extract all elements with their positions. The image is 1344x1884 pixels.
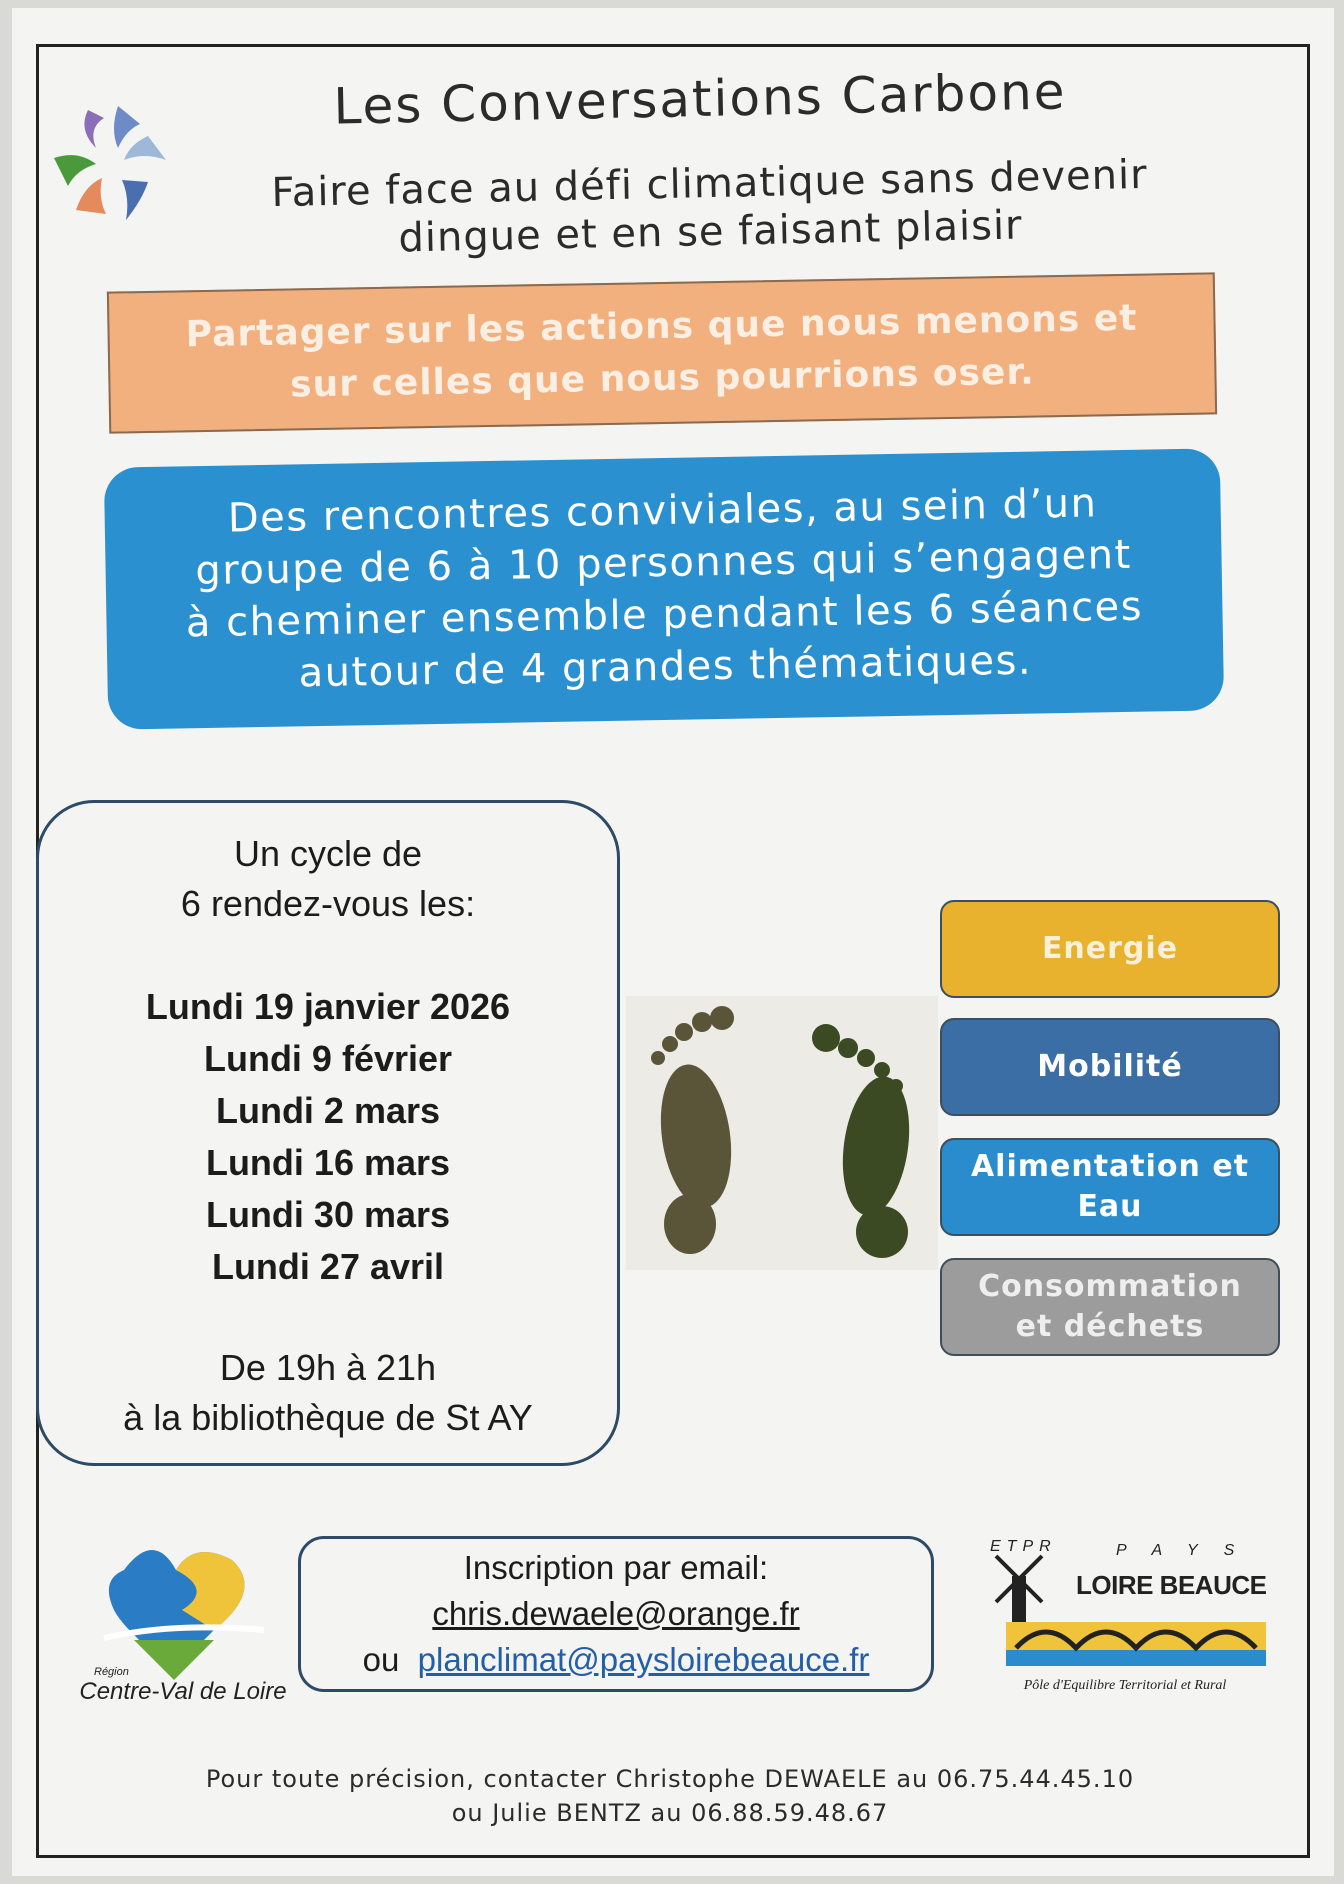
signup-or: ou [362,1641,400,1678]
etpr-letters: ETPR [990,1538,1057,1555]
theme-alimentation-line: Alimentation et [970,1149,1250,1184]
blue-banner [104,448,1224,729]
date-item: Lundi 30 mars [205,1194,451,1235]
footer-line: ou Julie BENTZ au 06.88.59.48.67 [451,1799,889,1827]
subtitle-line: dingue et en se faisant plaisir [398,202,1023,262]
signup-box [298,1536,934,1692]
theme-mobilite: Mobilité [940,1018,1280,1116]
schedule-box [36,800,620,1466]
date-item: Lundi 16 mars [205,1142,451,1183]
theme-consommation-line: et déchets [1015,1309,1205,1344]
pays-subtitle: Pôle d'Equilibre Territorial et Rural [1023,1678,1227,1693]
date-item: Lundi 9 février [203,1038,453,1079]
theme-alimentation [940,1138,1280,1236]
schedule-time [39,1343,617,1443]
orange-banner-line: Partager sur les actions que nous menons et [185,297,1138,356]
schedule-location-line: à la bibliothèque de St AY [123,1397,533,1438]
schedule-intro-line: Un cycle de [233,833,423,874]
contact-footer [100,1762,1240,1830]
windmill-bridge-logo-icon [976,1536,1276,1696]
blue-banner-line: groupe de 6 à 10 personnes qui s’engagent [195,531,1133,595]
theme-alimentation-line: Eau [1077,1189,1143,1224]
footer-line: Pour toute précision, contacter Christophe DEWAELE au 06.75.44.45.10 [205,1765,1135,1793]
page-title: Les Conversations Carbone [332,62,1068,136]
footprints-image [626,996,938,1270]
schedule-intro [39,829,617,929]
email-link-secondary[interactable]: planclimat@paysloirebeauce.fr [417,1641,870,1678]
theme-consommation [940,1258,1280,1356]
schedule-time-line: De 19h à 21h [219,1347,437,1388]
pays-letters: PAYS [1116,1542,1261,1559]
date-item: Lundi 19 janvier 2026 [145,986,511,1027]
theme-consommation-line: Consommation [978,1269,1242,1304]
blue-banner-line: Des rencontres conviviales, au sein d’un [227,480,1098,542]
flower-logo-icon [48,100,178,230]
date-list [39,981,617,1293]
region-name: Centre-Val de Loire [79,1678,287,1705]
date-item: Lundi 27 avril [211,1246,445,1287]
blue-banner-line: à cheminer ensemble pendant les 6 séances [185,583,1144,647]
date-item: Lundi 2 mars [215,1090,441,1131]
email-link-primary[interactable]: chris.dewaele@orange.fr [432,1595,800,1632]
theme-energie: Energie [940,900,1280,998]
orange-banner [107,272,1217,433]
signup-label: Inscription par email: [463,1549,769,1586]
windmill-shape [996,1556,1042,1622]
schedule-intro-line: 6 rendez-vous les: [180,883,476,924]
orange-banner-line: sur celles que nous pourrions oser. [289,351,1036,406]
region-logo-text [68,1666,298,1706]
blue-banner-line: autour de 4 grandes thématiques. [298,637,1033,697]
subtitle-line: Faire face au défi climatique sans devenir [270,151,1149,217]
pays-name: LOIRE BEAUCE [1076,1570,1267,1600]
region-small-label: Région [94,1666,129,1678]
